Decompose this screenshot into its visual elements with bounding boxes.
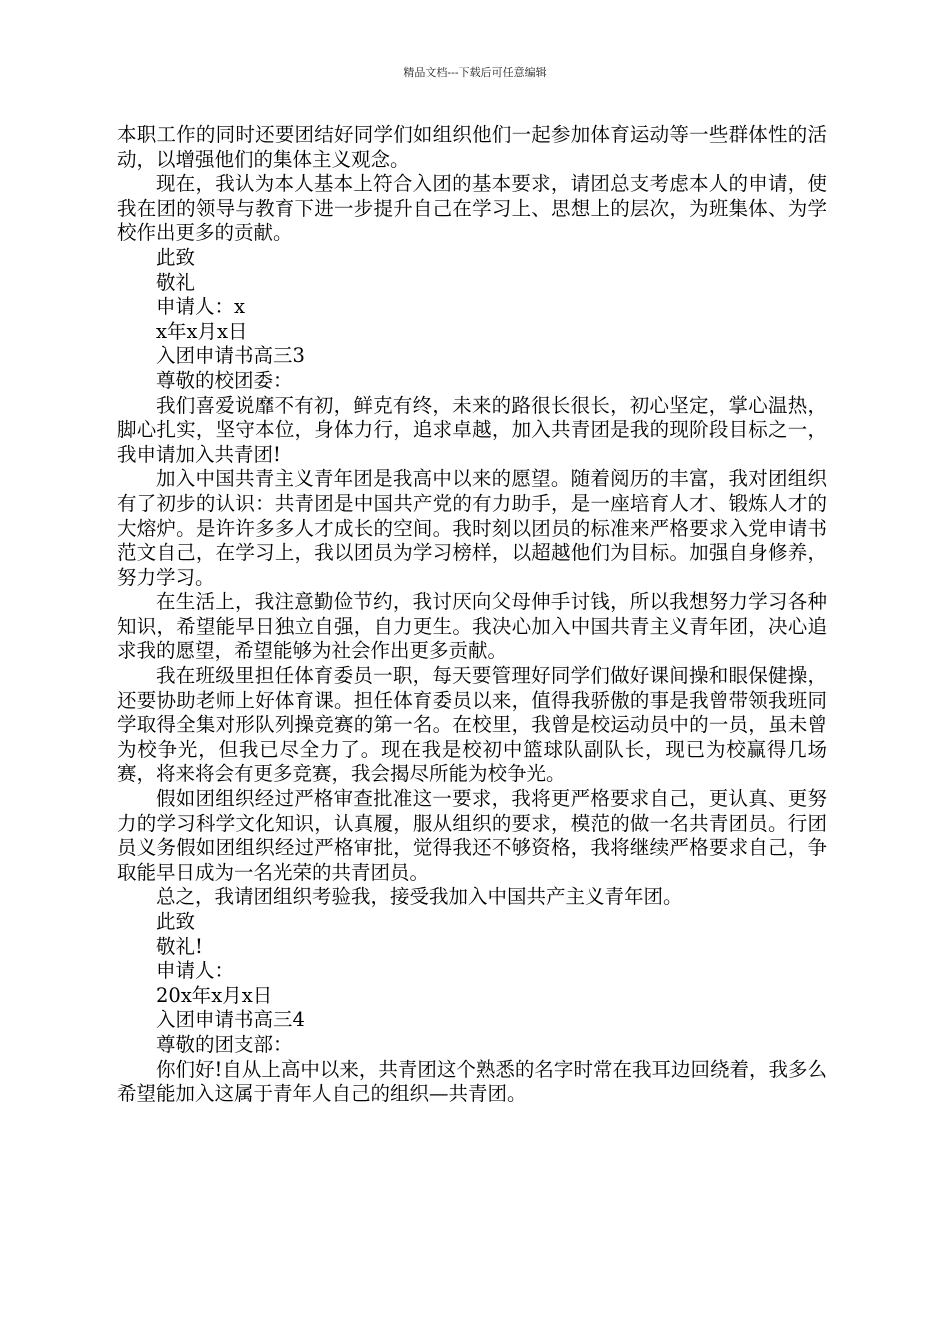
paragraph: 我在班级里担任体育委员一职，每天要管理好同学们做好课间操和眼保健操，还要协助老师上好体育课。担任体育委员以来，值得我骄傲的事是我曾带领我班同学取得全集对形队列操竞赛的第一名。在校里，我曾是校运动员中的一员，虽未曾为校争光，但我已尽全力了。现在我是校初中篮球队副队长，现已为校赢得几场赛，将来将会有更多竞赛，我会揭尽所能为校争光。 xyxy=(117,664,827,786)
document-body xyxy=(117,123,827,1107)
closing-line: 此致 xyxy=(156,910,196,933)
date-line: 20x年x月x日 xyxy=(156,983,273,1007)
paragraph: 在生活上，我注意勤俭节约，我讨厌向父母伸手讨钱，所以我想努力学习各种知识，希望能早日独立自强，自力更生。我决心加入中国共青主义青年团，决心追求我的愿望，希望能够为社会作出更多贡献。 xyxy=(117,590,827,663)
paragraph: 本职工作的同时还要团结好同学们如组织他们一起参加体育运动等一些群体性的活动，以增强他们的集体主义观念。 xyxy=(117,123,827,171)
paragraph: 总之，我请团组织考验我，接受我加入中国共产主义青年团。 xyxy=(156,885,683,909)
paragraph: 现在，我认为本人基本上符合入团的基本要求，请团总支考虑本人的申请，使我在团的领导与教育下进一步提升自己在学习上、思想上的层次，为班集体、为学校作出更多的贡献。 xyxy=(117,172,827,245)
paragraph: 你们好!自从上高中以来，共青团这个熟悉的名字时常在我耳边回绕着，我多么希望能加入这属于青年人自己的组织—共青团。 xyxy=(117,1057,827,1106)
paragraph: 加入中国共青主义青年团是我高中以来的愿望。随着阅历的丰富，我对团组织有了初步的认识：共青团是中国共产党的有力助手，是一座培育人才、锻炼人才的大熔炉。是许许多多人才成长的空间。我时刻以团员的标准来严格要求入党申请书范文自己，在学习上，我以团员为学习榜样，以超越他们为目标。加强自身修养，努力学习。 xyxy=(117,467,827,589)
page-header: 精品文档---下载后可任意编辑 xyxy=(403,66,547,79)
signature-line: 申请人：x xyxy=(156,295,245,319)
section-title: 入团申请书高三3 xyxy=(156,344,305,368)
closing-line: 敬礼! xyxy=(156,934,203,958)
closing-line: 敬礼 xyxy=(156,270,196,294)
signature-line: 申请人： xyxy=(156,959,235,983)
section-title: 入团申请书高三4 xyxy=(156,1008,305,1032)
closing-line: 此致 xyxy=(156,245,196,269)
paragraph: 我们喜爱说靡不有初，鲜克有终，未来的路很长很长，初心坚定，掌心温热，脚心扎实，坚守本位，身体力行，追求卓越，加入共青团是我的现阶段目标之一，我申请加入共青团! xyxy=(117,393,827,466)
paragraph: 假如团组织经过严格审查批准这一要求，我将更严格要求自己，更认真、更努力的学习科学文化知识，认真履，服从组织的要求，模范的做一名共青团员。行团员义务假如团组织经过严格审批，觉得我还不够资格，我将继续严格要求自己，争取能早日成为一名光荣的共青团员。 xyxy=(117,787,827,884)
salutation: 尊敬的团支部： xyxy=(156,1032,293,1056)
date-line: x年x月x日 xyxy=(156,319,248,343)
salutation: 尊敬的校团委： xyxy=(156,368,293,392)
